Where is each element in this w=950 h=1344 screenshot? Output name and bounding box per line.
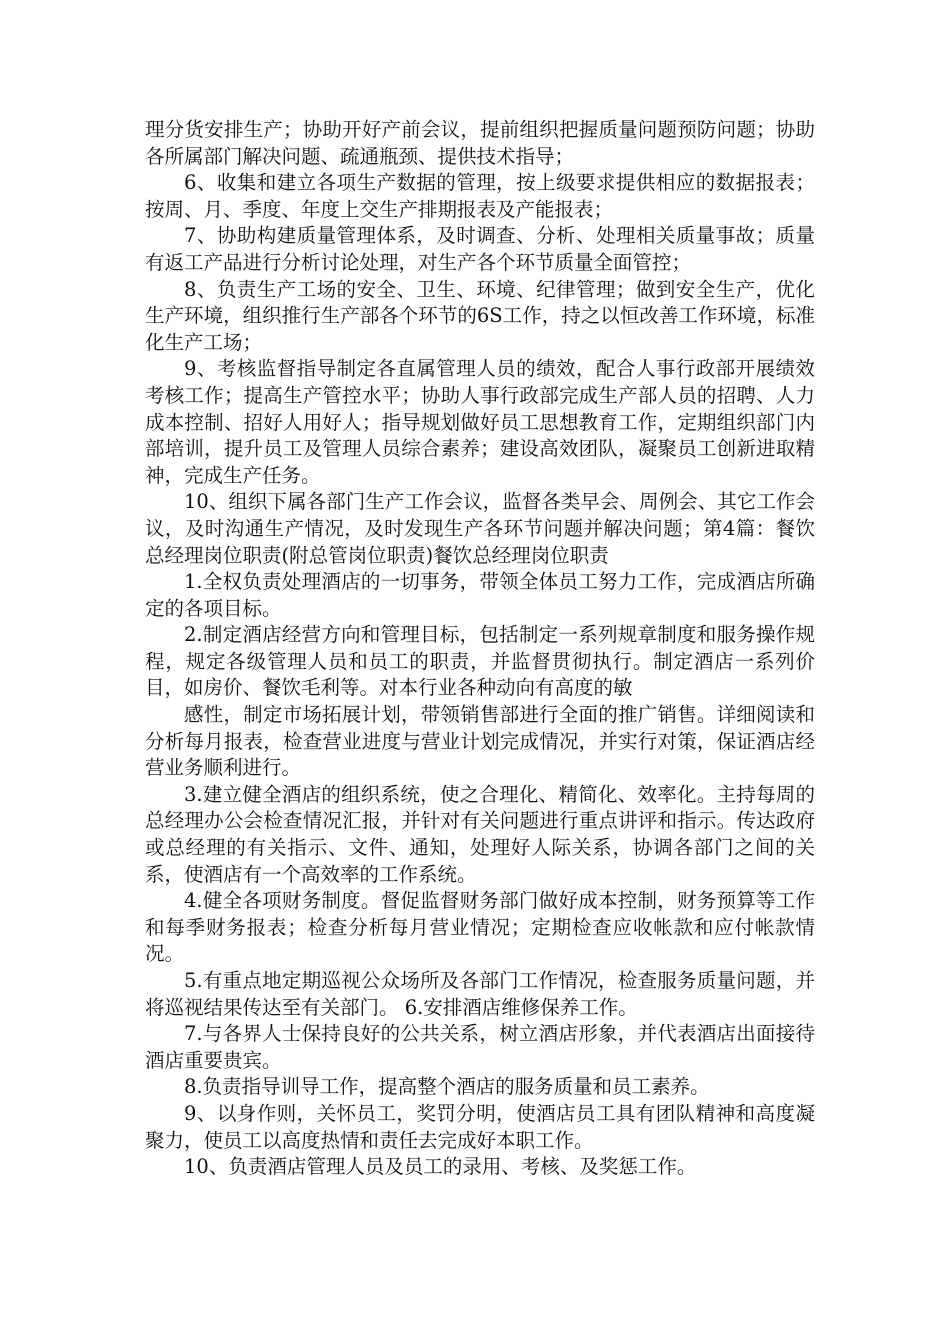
paragraph: 7、协助构建质量管理体系，及时调查、分析、处理相关质量事故；质量有返工产品进行分析讨论处理，对生产各个环节质量全面管控； bbox=[145, 224, 815, 274]
paragraph: 理分货安排生产；协助开好产前会议，提前组织把握质量问题预防问题；协助各所属部门解决问题、疏通瓶颈、提供技术指导； bbox=[145, 118, 815, 168]
paragraph: 8.负责指导训导工作，提高整个酒店的服务质量和员工素养。 bbox=[184, 1075, 710, 1099]
paragraph: 3.建立健全酒店的组织系统，使之合理化、精简化、效率化。主持每周的总经理办公会检查情况汇报，并针对有关问题进行重点讲评和指示。传达政府或总经理的有关指示、文件、通知，处理好人际关系，协调各部门之间的关系，使酒店有一个高效率的工作系统。 bbox=[145, 782, 815, 886]
paragraph: 4.健全各项财务制度。督促监督财务部门做好成本控制，财务预算等工作和每季财务报表；检查分析每月营业情况；定期检查应收帐款和应付帐款情况。 bbox=[145, 889, 815, 966]
paragraph: 8、负责生产工场的安全、卫生、环境、纪律管理；做到安全生产，优化生产环境，组织推行生产部各个环节的6S工作，持之以恒改善工作环境，标准化生产工场； bbox=[145, 277, 815, 354]
paragraph: 9、以身作则，关怀员工，奖罚分明，使酒店员工具有团队精神和高度凝聚力，使员工以高度热情和责任去完成好本职工作。 bbox=[145, 1101, 815, 1152]
paragraph: 10、负责酒店管理人员及员工的录用、考核、及奖惩工作。 bbox=[184, 1155, 697, 1179]
paragraph: 感性，制定市场拓展计划，带领销售部进行全面的推广销售。详细阅读和分析每月报表，检查营业进度与营业计划完成情况，并实行对策，保证酒店经营业务顺利进行。 bbox=[145, 703, 815, 780]
paragraph: 9、考核监督指导制定各直属管理人员的绩效，配合人事行政部开展绩效考核工作；提高生产管控水平；协助人事行政部完成生产部人员的招聘、人力成本控制、招好人用好人；指导规划做好员工思想教育工作，定期组织部门内部培训，提升员工及管理人员综合素养；建设高效团队，凝聚员工创新进取精神，完成生产任务。 bbox=[145, 357, 815, 487]
paragraph: 5.有重点地定期巡视公众场所及各部门工作情况，检查服务质量问题，并将巡视结果传达至有关部门。 6.安排酒店维修保养工作。 bbox=[145, 969, 815, 1019]
paragraph: 10、组织下属各部门生产工作会议，监督各类早会、周例会、其它工作会议，及时沟通生产情况，及时发现生产各环节问题并解决问题；第4篇：餐饮总经理岗位职责(附总管岗位职责)餐饮总经理岗位职责 bbox=[145, 490, 815, 567]
paragraph: 1.全权负责处理酒店的一切事务，带领全体员工努力工作，完成酒店所确定的各项目标。 bbox=[145, 570, 815, 620]
paragraph: 7.与各界人士保持良好的公共关系，树立酒店形象，并代表酒店出面接待酒店重要贵宾。 bbox=[145, 1022, 815, 1072]
paragraph: 6、收集和建立各项生产数据的管理，按上级要求提供相应的数据报表；按周、月、季度、年度上交生产排期报表及产能报表； bbox=[145, 171, 815, 221]
document-body bbox=[145, 117, 815, 1181]
paragraph: 2.制定酒店经营方向和管理目标，包括制定一系列规章制度和服务操作规程，规定各级管理人员和员工的职责，并监督贯彻执行。制定酒店一系列价目，如房价、餐饮毛利等。对本行业各种动向有高度的敏 bbox=[145, 623, 815, 700]
